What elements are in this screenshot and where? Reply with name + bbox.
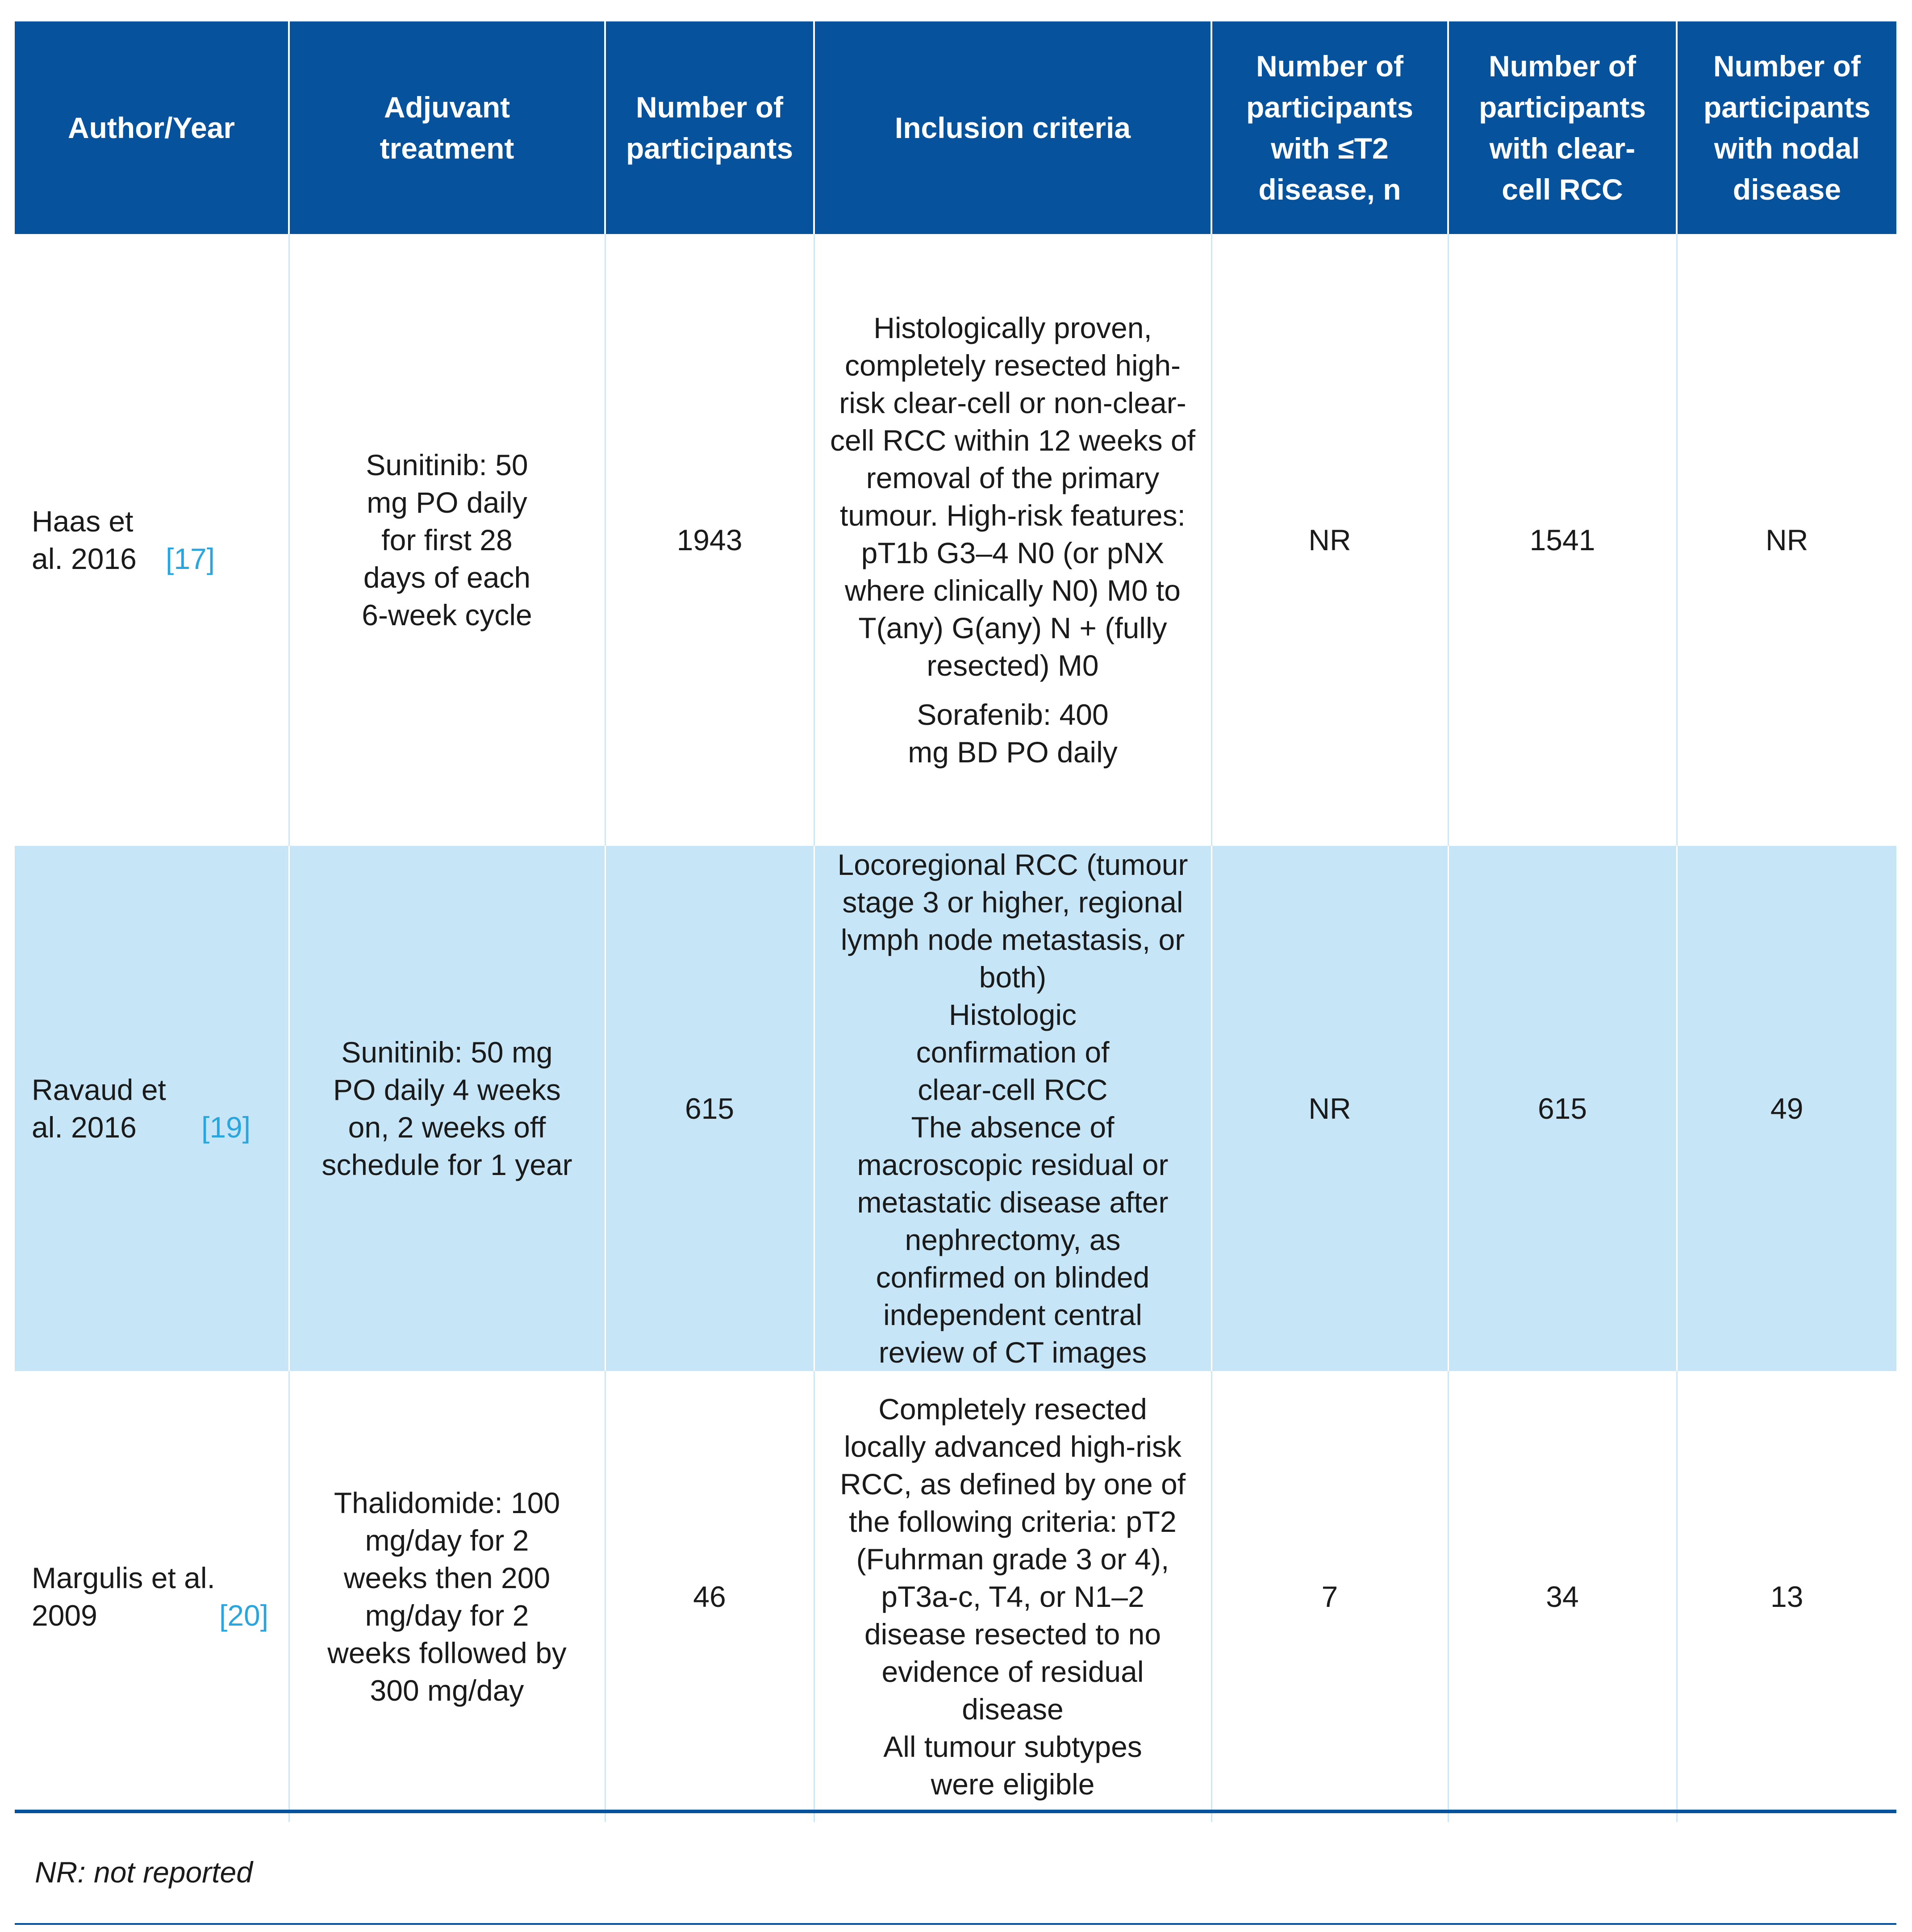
treatment-text: Sunitinib: 50 mg PO daily for first 28 days of each 6-week cycle [362, 448, 532, 631]
header-adjuvant-treatment: Adjuvant treatment [289, 21, 605, 234]
table-row [15, 846, 1896, 1371]
table-row [15, 234, 1896, 846]
reference-link[interactable]: [17] [166, 542, 215, 575]
treatment-text: Sunitinib: 50 mg PO daily 4 weeks on, 2 weeks off schedule for 1 year [321, 1036, 572, 1181]
reference-link[interactable]: [20] [219, 1599, 269, 1632]
cell-treatment [289, 846, 605, 1371]
header-le-t2-disease: Number of participants with ≤T2 disease, n [1211, 21, 1448, 234]
cell-treatment [289, 1371, 605, 1822]
cell-participants: 1943 [605, 234, 814, 846]
cell-nodal: NR [1677, 234, 1896, 846]
criteria-text-3: The absence of macroscopic residual or metastatic disease after nephrectomy, as confirmed on blinded independent central review of CT images [857, 1111, 1169, 1369]
cell-criteria [814, 234, 1211, 846]
header-author-year: Author/Year [15, 21, 289, 234]
table-row [15, 1371, 1896, 1822]
cell-criteria [814, 1371, 1211, 1822]
author-text: Margulis et al. 2009 [32, 1561, 215, 1632]
criteria-text: Completely resected locally advanced high-risk RCC, as defined by one of the following criteria: pT2 (Fuhrman grade 3 or 4), pT3a-c, T4, or N1–2 disease resected to no evidence of residual disease [839, 1393, 1186, 1726]
cell-treatment [289, 234, 605, 846]
criteria-text: Locoregional RCC (tumour stage 3 or higher, regional lymph node metastasis, or both) [837, 848, 1188, 994]
header-number-of-participants: Number of participants [605, 21, 814, 234]
header-inclusion-criteria: Inclusion criteria [814, 21, 1211, 234]
cell-author [15, 846, 289, 1371]
header-nodal-disease: Number of participants with nodal disease [1677, 21, 1896, 234]
cell-le-t2: NR [1211, 234, 1448, 846]
cell-participants: 46 [605, 1371, 814, 1822]
reference-link[interactable]: [19] [201, 1111, 251, 1144]
table-footnote: NR: not reported [35, 1856, 253, 1889]
cell-author [15, 234, 289, 846]
criteria-text-2: All tumour subtypes were eligible [883, 1730, 1142, 1801]
cell-author [15, 1371, 289, 1822]
table-bottom-rule [15, 1810, 1896, 1813]
author-text: Ravaud et al. 2016 [32, 1073, 166, 1144]
cell-criteria [814, 846, 1211, 1371]
author-text: Haas et al. 2016 [32, 505, 137, 575]
treatment-text: Thalidomide: 100 mg/day for 2 weeks then 200 mg/day for 2 weeks followed by 300 mg/day [327, 1486, 567, 1707]
footnote-bottom-rule [15, 1923, 1896, 1925]
cell-le-t2: 7 [1211, 1371, 1448, 1822]
criteria-extra-text: Sorafenib: 400 mg BD PO daily [908, 698, 1118, 769]
cell-le-t2: NR [1211, 846, 1448, 1371]
table-body [15, 234, 1896, 1822]
cell-clear-cell: 1541 [1448, 234, 1677, 846]
cell-participants: 615 [605, 846, 814, 1371]
criteria-text-2: Histologic confirmation of clear-cell RCC [916, 998, 1110, 1106]
header-row [15, 21, 1896, 234]
adjuvant-trials-table [15, 21, 1896, 1822]
trial-table-container [15, 21, 1896, 1822]
table-header [15, 21, 1896, 234]
cell-clear-cell: 34 [1448, 1371, 1677, 1822]
cell-nodal: 49 [1677, 846, 1896, 1371]
criteria-text: Histologically proven, completely resected high-risk clear-cell or non-clear-cell RCC within 12 weeks of removal of the primary tumour. High-risk features: pT1b G3–4 N0 (or pNX where clinically N0) M0 to T(any) G(any) N + (fully resected) M0 [830, 311, 1195, 682]
cell-clear-cell: 615 [1448, 846, 1677, 1371]
header-clear-cell-rcc: Number of participants with clear-cell RCC [1448, 21, 1677, 234]
cell-nodal: 13 [1677, 1371, 1896, 1822]
